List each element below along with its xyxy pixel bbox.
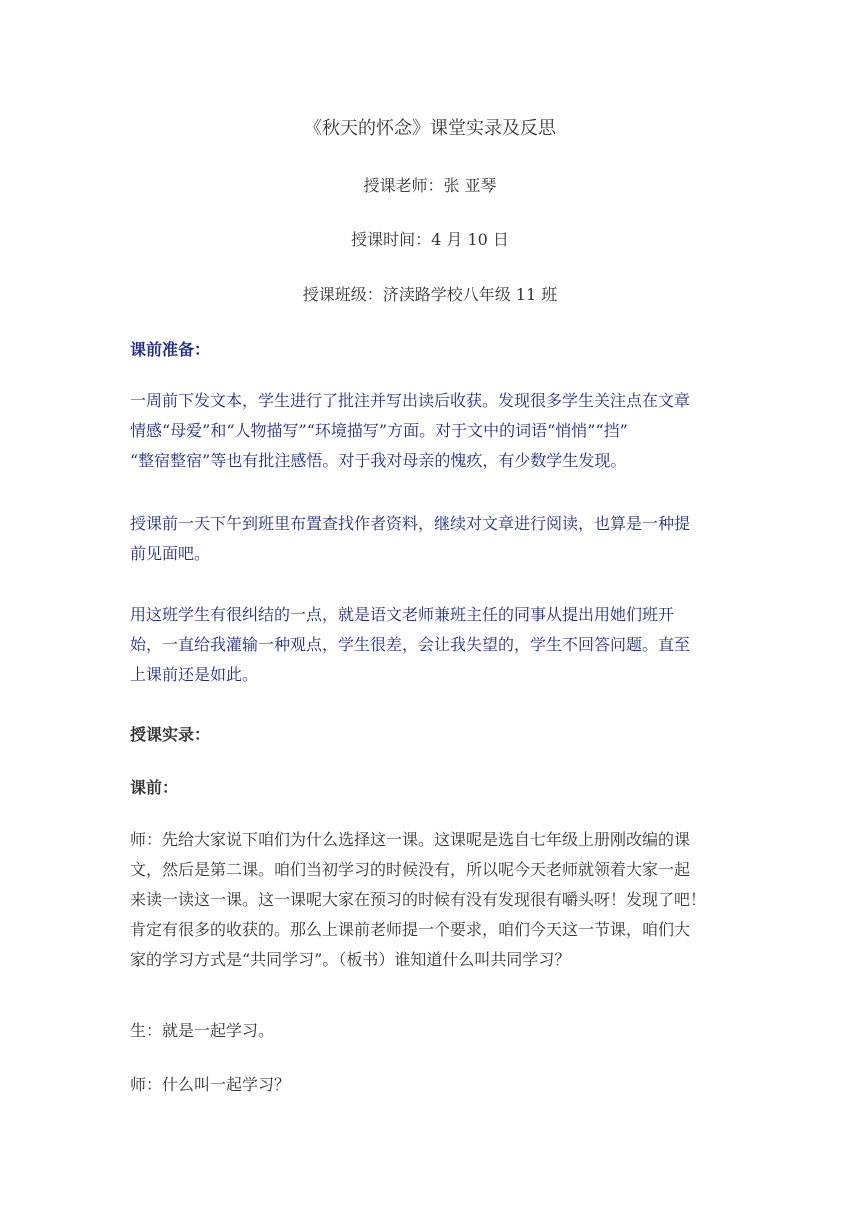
teacher-line: 授课老师：张 亚琴 [363, 176, 497, 195]
class-line: 授课班级：济渎路学校八年级 11 班 [302, 285, 558, 304]
record-heading: 授课实录： [130, 725, 211, 744]
text-line: 师：先给大家说下咱们为什么选择这一课。这课呢是选自七年级上册刚改编的课 [130, 830, 691, 849]
teacher-dialogue-1 [130, 825, 730, 975]
text-line: 始，一直给我灌输一种观点，学生很差，会让我失望的，学生不回答问题。直至 [130, 635, 691, 654]
text-line: 一周前下发文本，学生进行了批注并写出读后收获。发现很多学生关注点在文章 [130, 391, 691, 410]
text-line: 用这班学生有很纠结的一点，就是语文老师兼班主任的同事从提出用她们班开 [130, 605, 675, 624]
before-class-heading: 课前： [130, 778, 179, 797]
text-line: 师：什么叫一起学习？ [130, 1075, 291, 1094]
prep-paragraph-2 [130, 509, 730, 569]
text-line: “整宿整宿”等也有批注感悟。对于我对母亲的愧疚，有少数学生发现。 [130, 451, 627, 470]
text-line: 生：就是一起学习。 [130, 1021, 275, 1040]
prep-paragraph-3 [130, 600, 730, 690]
text-line: 前见面吧。 [130, 544, 211, 563]
teacher-dialogue-2 [130, 1070, 730, 1100]
text-line: 授课前一天下午到班里布置查找作者资料，继续对文章进行阅读，也算是一种提 [130, 514, 691, 533]
time-line: 授课时间：4 月 10 日 [351, 230, 509, 249]
text-line: 家的学习方式是“共同学习”。（板书）谁知道什么叫共同学习？ [130, 950, 571, 969]
text-line: 来读一读这一课。这一课呢大家在预习的时候有没有发现很有嚼头呀！发现了吧！ [130, 890, 707, 909]
text-line: 情感“母爱”和“人物描写”“环境描写”方面。对于文中的词语“悄悄”“挡” [130, 421, 628, 440]
prep-heading: 课前准备： [130, 340, 211, 359]
text-line: 上课前还是如此。 [130, 665, 259, 684]
text-line: 肯定有很多的收获的。那么上课前老师提一个要求，咱们今天这一节课，咱们大 [130, 920, 691, 939]
student-dialogue-1 [130, 1016, 730, 1046]
prep-paragraph-1 [130, 386, 730, 476]
document-title: 《秋天的怀念》课堂实录及反思 [304, 118, 556, 139]
text-line: 文，然后是第二课。咱们当初学习的时候没有，所以呢今天老师就领着大家一起 [130, 860, 691, 879]
